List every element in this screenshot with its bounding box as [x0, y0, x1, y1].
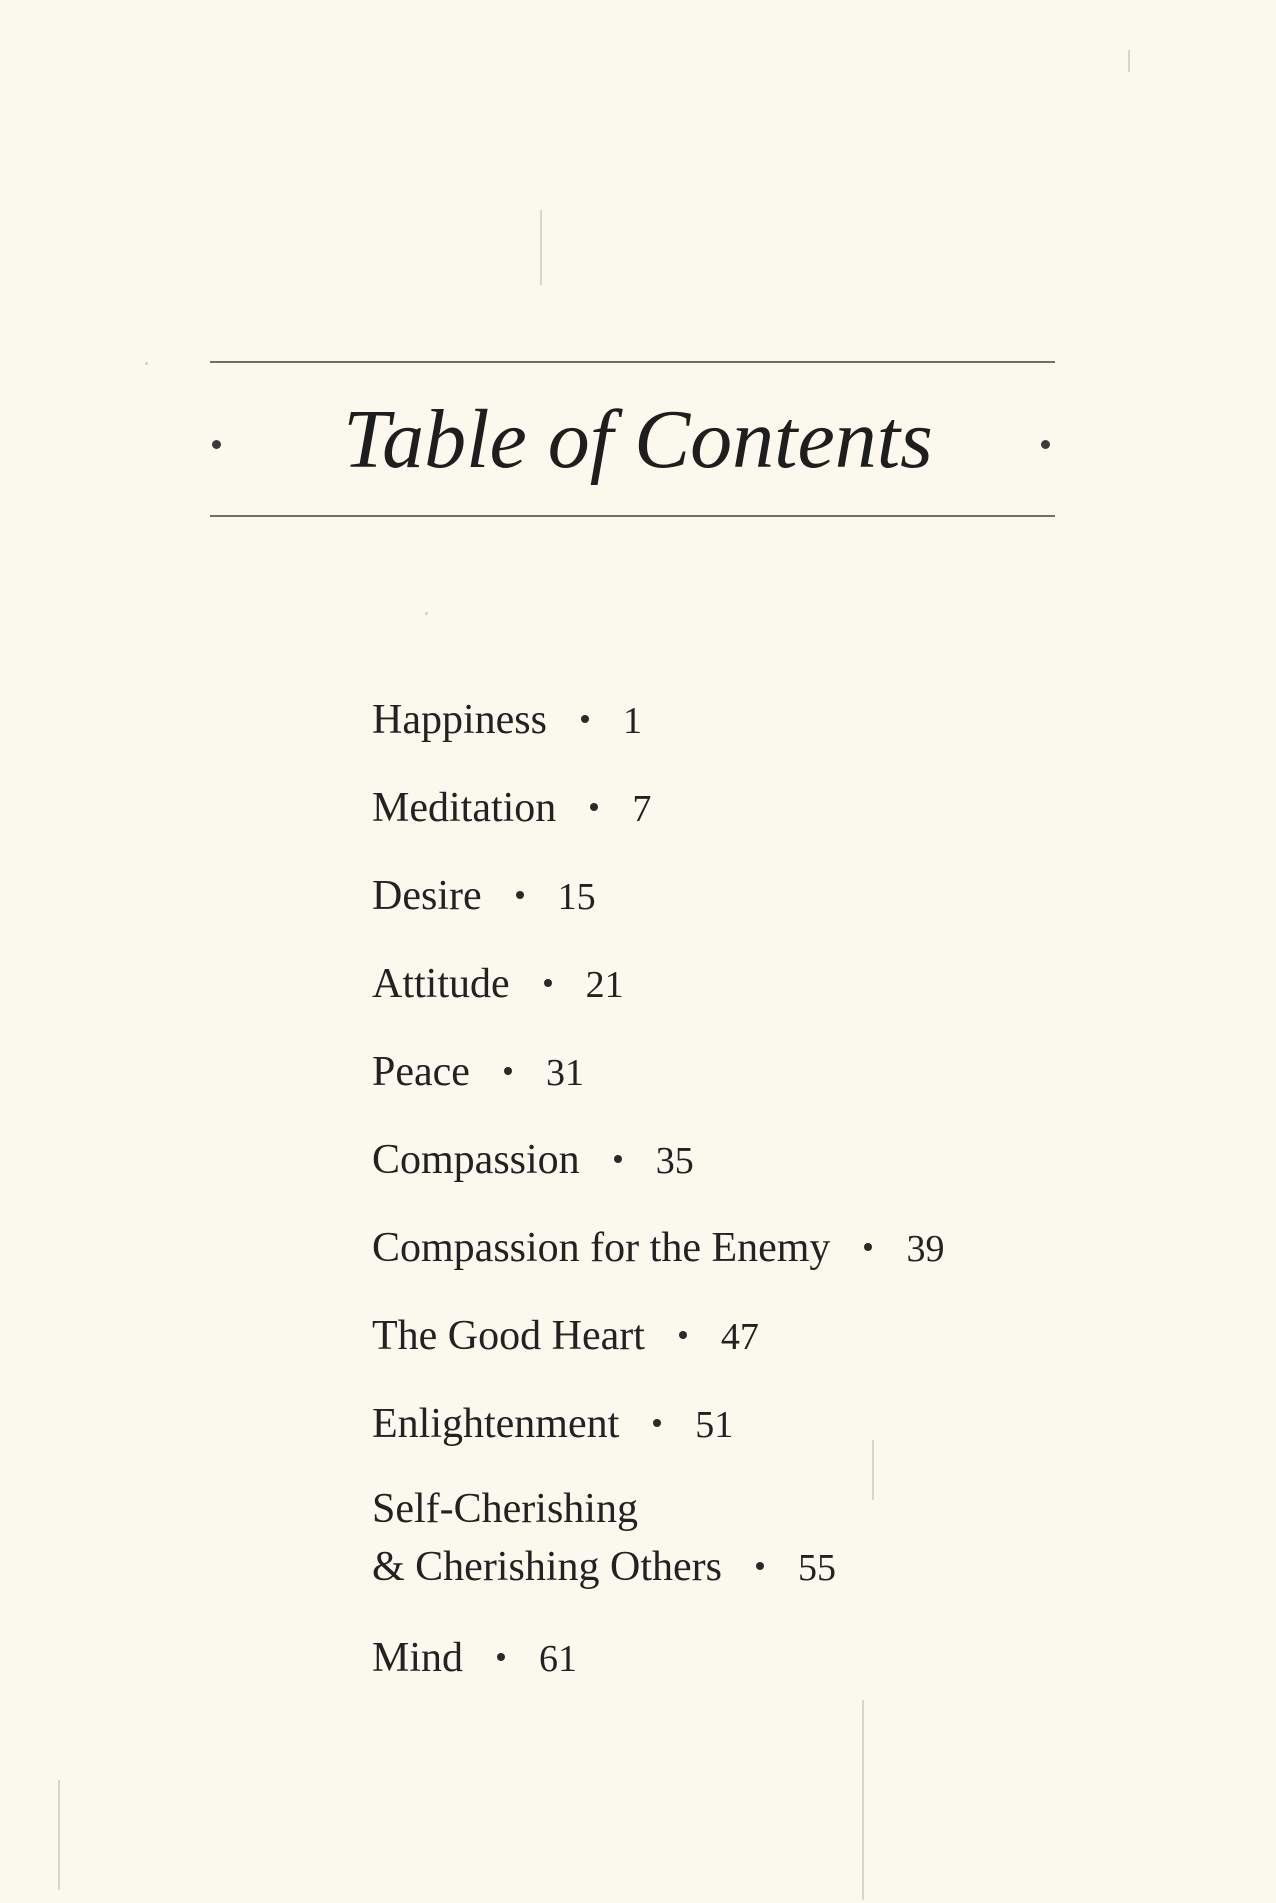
- toc-entry-title-line-1: Self-Cherishing: [372, 1486, 638, 1532]
- bullet-separator: [864, 1243, 872, 1251]
- bullet-separator: [614, 1155, 622, 1163]
- toc-entry-the-good-heart: [372, 1304, 944, 1392]
- toc-entry-title: Enlightenment: [372, 1401, 620, 1447]
- toc-entry-attitude: [372, 952, 944, 1040]
- header-bottom-rule: [210, 515, 1055, 517]
- bullet-separator: [581, 715, 589, 723]
- toc-entry-page: 7: [632, 788, 652, 830]
- toc-entry-page: 1: [622, 700, 642, 742]
- toc-entry-title-line-2: & Cherishing Others: [372, 1544, 722, 1590]
- toc-entry-page: 47: [720, 1316, 759, 1358]
- toc-entry-title: The Good Heart: [372, 1313, 645, 1359]
- toc-entry-enlightenment: [372, 1392, 944, 1480]
- toc-entry-title: Mind: [372, 1635, 464, 1681]
- paper-speck: [58, 1780, 60, 1890]
- toc-entry-self-cherishing: [372, 1480, 944, 1626]
- paper-speck: [425, 612, 428, 615]
- toc-entry-page: 35: [655, 1140, 694, 1182]
- paper-speck: [540, 210, 542, 285]
- toc-entry-mind: [372, 1626, 944, 1714]
- bullet-separator: [516, 891, 524, 899]
- bullet-separator: [653, 1419, 661, 1427]
- toc-entry-peace: [372, 1040, 944, 1128]
- toc-entry-page: 15: [557, 876, 596, 918]
- toc-entry-compassion: [372, 1128, 944, 1216]
- header-right-ornament: [1041, 440, 1050, 449]
- toc-entry-title: Meditation: [372, 785, 557, 831]
- bullet-separator: [590, 803, 598, 811]
- toc-entry-title: Compassion: [372, 1137, 580, 1183]
- bullet-separator: [544, 979, 552, 987]
- toc-entry-page: 21: [585, 964, 624, 1006]
- toc-entry-title: Compassion for the Enemy: [372, 1225, 831, 1271]
- bullet-separator: [504, 1067, 512, 1075]
- toc-entry-title: Happiness: [372, 697, 547, 743]
- table-of-contents: [372, 688, 944, 1714]
- toc-entry-compassion-for-the-enemy: [372, 1216, 944, 1304]
- toc-entry-title: Attitude: [372, 961, 510, 1007]
- toc-entry-page: 61: [539, 1638, 578, 1680]
- toc-entry-page: 31: [545, 1052, 584, 1094]
- paper-speck: [862, 1700, 864, 1900]
- toc-entry-happiness: [372, 688, 944, 776]
- toc-entry-desire: [372, 864, 944, 952]
- toc-entry-title: Peace: [372, 1049, 470, 1095]
- paper-speck: [1128, 50, 1130, 72]
- toc-entry-page: 55: [797, 1547, 836, 1589]
- bullet-separator: [497, 1653, 505, 1661]
- toc-entry-page: 39: [906, 1228, 945, 1270]
- bullet-separator: [679, 1331, 687, 1339]
- page-title: Table of Contents: [343, 393, 933, 486]
- toc-entry-page: 51: [695, 1404, 734, 1446]
- paper-speck: [145, 362, 148, 365]
- toc-entry-meditation: [372, 776, 944, 864]
- header-top-rule: [210, 361, 1055, 363]
- bullet-separator: [756, 1562, 764, 1570]
- toc-entry-title: Desire: [372, 873, 482, 919]
